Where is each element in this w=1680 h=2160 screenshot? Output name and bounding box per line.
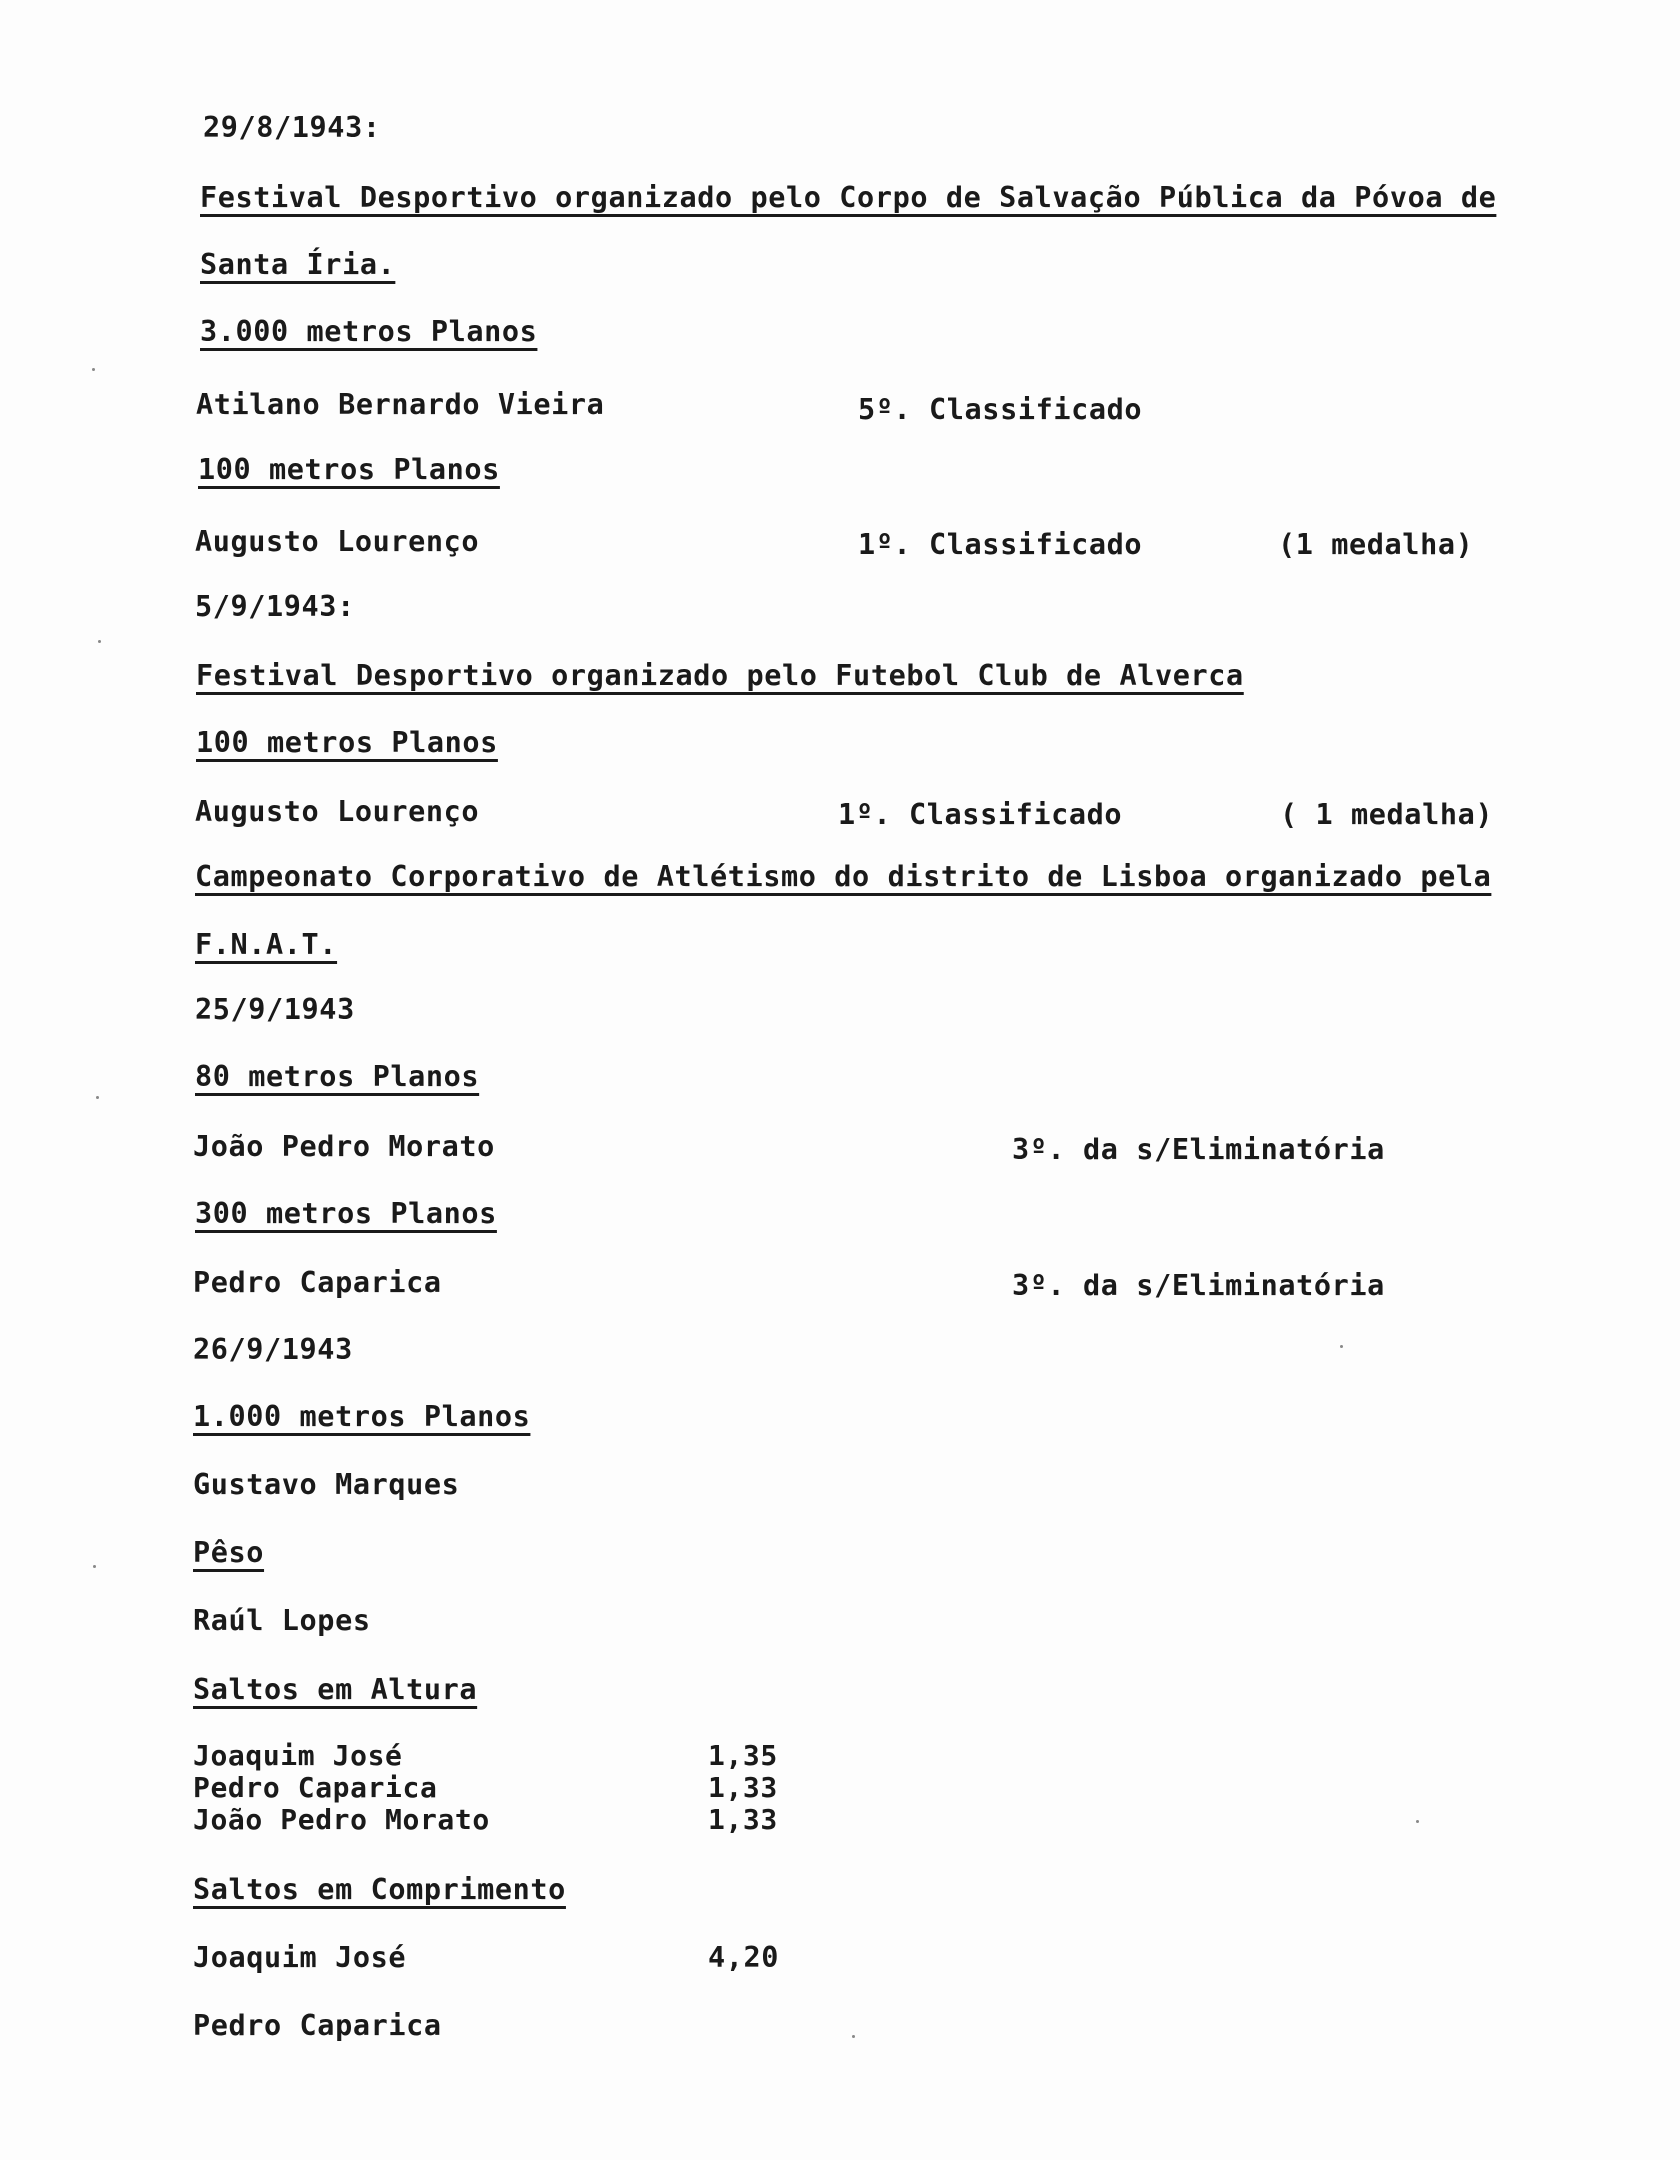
athlete-name: Atilano Bernardo Vieira (196, 388, 605, 421)
medal-note: (1 medalha) (1278, 528, 1474, 561)
scan-speck (1340, 1345, 1343, 1348)
race-heading: 300 metros Planos (195, 1197, 497, 1230)
date-heading: 29/8/1943: (203, 111, 381, 144)
event-title: Festival Desportivo organizado pelo Corpo de Salvação Pública da Póvoa de (200, 181, 1497, 214)
scan-speck (98, 640, 101, 643)
scan-speck (1416, 1820, 1419, 1823)
scan-speck (92, 368, 95, 371)
athlete-place: 3º. da s/Eliminatória (1012, 1269, 1385, 1302)
athlete-name: João Pedro Morato (193, 1130, 495, 1163)
scan-speck (852, 2035, 855, 2038)
race-heading: 1.000 metros Planos (193, 1400, 531, 1433)
athlete-place: 3º. da s/Eliminatória (1012, 1133, 1385, 1166)
event-title-continued: F.N.A.T. (195, 928, 338, 961)
race-heading: Pêso (193, 1536, 265, 1569)
event-title: Festival Desportivo organizado pelo Futebol Club de Alverca (196, 659, 1244, 692)
race-heading: 80 metros Planos (195, 1060, 480, 1093)
race-heading: 3.000 metros Planos (200, 315, 538, 348)
athlete-name: Augusto Lourenço (195, 795, 480, 828)
date-heading: 25/9/1943 (195, 993, 355, 1026)
athlete-name: Pedro Caparica (193, 1266, 442, 1299)
race-heading: 100 metros Planos (196, 726, 498, 759)
athlete-name: Pedro Caparica (193, 2009, 442, 2042)
race-heading: Saltos em Comprimento (193, 1873, 566, 1906)
scan-speck (93, 1565, 96, 1568)
date-heading: 26/9/1943 (193, 1333, 353, 1366)
athlete-name: Gustavo Marques (193, 1468, 460, 1501)
race-heading: Saltos em Altura (193, 1673, 478, 1706)
jump-mark: 1,33 (708, 1803, 778, 1836)
athlete-name: Joaquim José (193, 1739, 403, 1772)
medal-note: ( 1 medalha) (1280, 798, 1494, 831)
athlete-name: Joaquim José (193, 1941, 407, 1974)
athlete-name: João Pedro Morato (193, 1803, 490, 1836)
athlete-name: Pedro Caparica (193, 1771, 438, 1804)
event-title: Campeonato Corporativo de Atlétismo do distrito de Lisboa organizado pela (195, 860, 1492, 893)
athlete-place: 1º. Classificado (858, 528, 1143, 561)
athlete-place: 5º. Classificado (858, 393, 1143, 426)
jump-mark: 1,35 (708, 1739, 778, 1772)
athlete-name: Raúl Lopes (193, 1604, 371, 1637)
race-heading: 100 metros Planos (198, 453, 500, 486)
athlete-place: 1º. Classificado (838, 798, 1123, 831)
jump-mark: 4,20 (708, 1941, 780, 1974)
athlete-name: Augusto Lourenço (195, 525, 480, 558)
jump-mark: 1,33 (708, 1771, 778, 1804)
scan-speck (96, 1096, 99, 1099)
event-title-continued: Santa Íria. (200, 248, 396, 281)
date-heading: 5/9/1943: (195, 590, 355, 623)
